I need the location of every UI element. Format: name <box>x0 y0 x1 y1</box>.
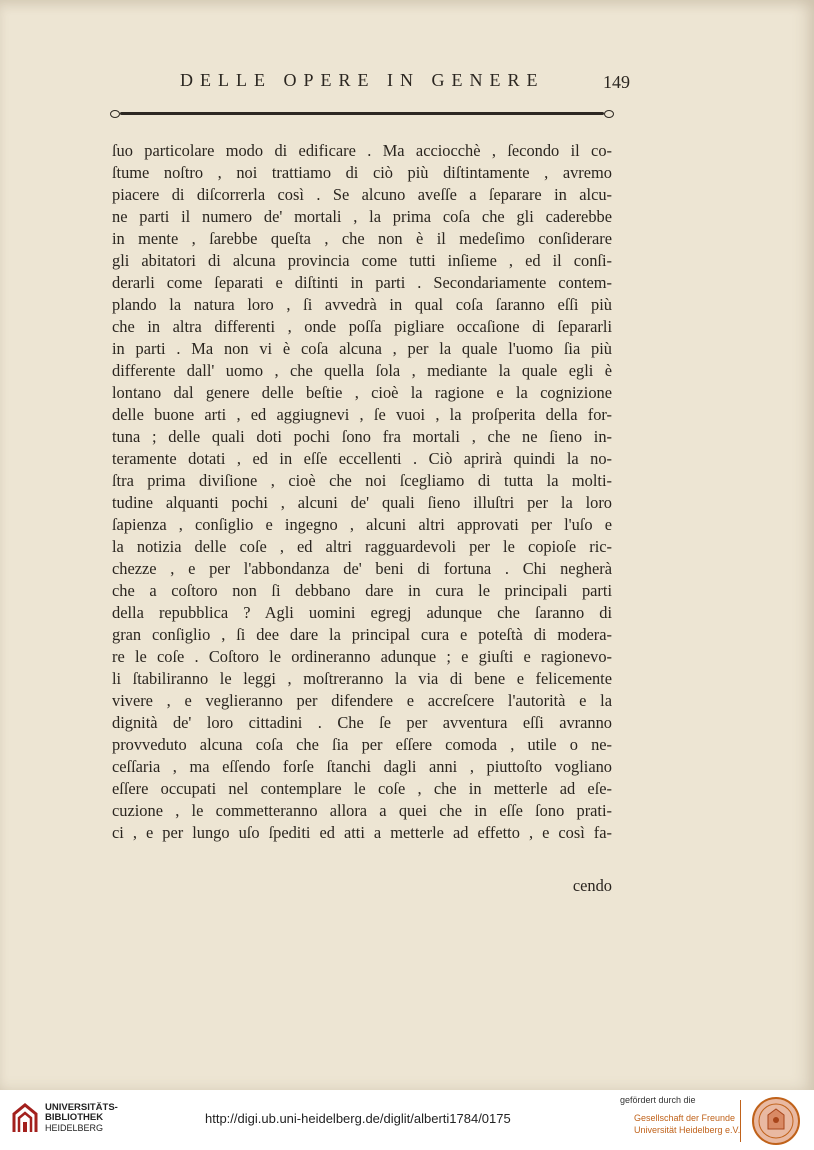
text-line: dignità de' loro cittadini . Che ſe per avventura eſſi avranno <box>112 713 612 732</box>
text-line: teramente dotati , ed in eſſe eccellenti . Ciò aprirà quindi la no- <box>112 449 612 468</box>
text-line: che a coſtoro non ſi debbano dare in cura le principali parti <box>112 581 612 600</box>
source-url-link[interactable]: http://digi.ub.uni-heidelberg.de/diglit/alberti1784/0175 <box>205 1111 511 1126</box>
ornamental-rule <box>112 111 612 117</box>
text-line: tudine alquanti pochi , alcuni de' quali ſieno illuſtri per la loro <box>112 493 612 512</box>
header-title: DELLE OPERE IN GENERE <box>180 70 545 90</box>
text-line: plando la natura loro , ſi avvedrà in qual coſa ſaranno eſſi più <box>112 295 612 314</box>
university-seal-icon <box>750 1096 802 1146</box>
text-line: delle buone arti , ed aggiugnevi , ſe vuoi , la proſperita della for- <box>112 405 612 424</box>
running-header <box>150 70 630 98</box>
text-line: ceſſaria , ma eſſendo forſe ſtanchi dagli anni , piuttoſto vogliano <box>112 757 612 776</box>
society-name <box>634 1112 740 1136</box>
university-library-logo-icon <box>10 1102 40 1136</box>
library-name <box>45 1103 118 1133</box>
funded-by-text: gefördert durch die <box>620 1095 696 1105</box>
text-line: derarli come ſeparati e diſtinti in parti . Secondariamente contem- <box>112 273 612 292</box>
text-line: provveduto alcuna coſa che ſia per eſſere comoda , utile o ne- <box>112 735 612 754</box>
text-line: li ſtabiliranno le leggi , moſtreranno la via di bene e felicemente <box>112 669 612 688</box>
text-line: chezze , e per l'abbondanza de' beni di fortuna . Chi negherà <box>112 559 612 578</box>
page-number: 149 <box>603 72 630 92</box>
text-line: differente dall' uomo , che quella ſola , mediante la quale egli è <box>112 361 612 380</box>
footer-divider <box>740 1100 741 1142</box>
text-line: tuna ; delle quali doti pochi ſono fra mortali , che ne ſieno in- <box>112 427 612 446</box>
text-line: della repubblica ? Agli uomini egregj adunque che ſaranno di <box>112 603 612 622</box>
text-line: ſtume noſtro , noi trattiamo di ciò più diſtintamente , avremo <box>112 163 612 182</box>
library-name-line: HEIDELBERG <box>45 1123 104 1133</box>
text-line: re le coſe . Coſtoro le ordineranno adunque ; e giuſti e ragionevo- <box>112 647 612 666</box>
text-line: in mente , ſarebbe queſta , che non è il medeſimo conſiderare <box>112 229 612 248</box>
society-name-line: Universität Heidelberg e.V. <box>634 1125 741 1135</box>
catchword: cendo <box>572 876 612 895</box>
text-line: ci , e per lungo uſo ſpediti ed atti a metterle ad effetto , e così fa- <box>112 823 612 842</box>
text-line: ſuo particolare modo di edificare . Ma acciocchè , ſecondo il co- <box>112 141 612 160</box>
library-name-line: UNIVERSITÄTS- <box>45 1102 118 1113</box>
text-line: vivere , e veglieranno per difendere e accreſcere l'autorità e la <box>112 691 612 710</box>
text-line: cuzione , le commetteranno allora a quei che in eſſe ſono prati- <box>112 801 612 820</box>
text-line: che in altra differenti , onde poſſa pigliare occaſione di ſepararli <box>112 317 612 336</box>
text-line: eſſere occupati nel contemplare le coſe , che in metterle ad eſe- <box>112 779 612 798</box>
rule-bar <box>120 112 604 115</box>
text-line: piacere di diſcorrerla così . Se alcuno aveſſe a ſeparare in alcu- <box>112 185 612 204</box>
text-line: ſtra prima diviſione , cioè che noi ſcegliamo di tutta la molti- <box>112 471 612 490</box>
text-line: lontano dal genere delle beſtie , cioè la ragione e la cognizione <box>112 383 612 402</box>
footer-bar <box>0 1090 814 1150</box>
rule-right-terminal <box>604 110 614 118</box>
text-line: ne parti il numero de' mortali , la prima coſa che gli caderebbe <box>112 207 612 226</box>
text-line: ſapienza , conſiglio e ingegno , alcuni altri approvati per l'uſo e <box>112 515 612 534</box>
text-line: la notizia delle coſe , ed altri ragguardevoli per le copioſe ric- <box>112 537 612 556</box>
society-name-line: Gesellschaft der Freunde <box>634 1113 736 1123</box>
text-line: gran conſiglio , ſi dee dare la principal cura e poteſtà di modera- <box>112 625 612 644</box>
text-line: in parti . Ma non vi è coſa alcuna , per la quale l'uomo ſia più <box>112 339 612 358</box>
rule-left-terminal <box>110 110 120 118</box>
body-text <box>112 140 612 844</box>
library-name-line: BIBLIOTHEK <box>45 1112 104 1123</box>
text-line: gli abitatori di alcuna provincia come tutti inſieme , ed il conſi- <box>112 251 612 270</box>
